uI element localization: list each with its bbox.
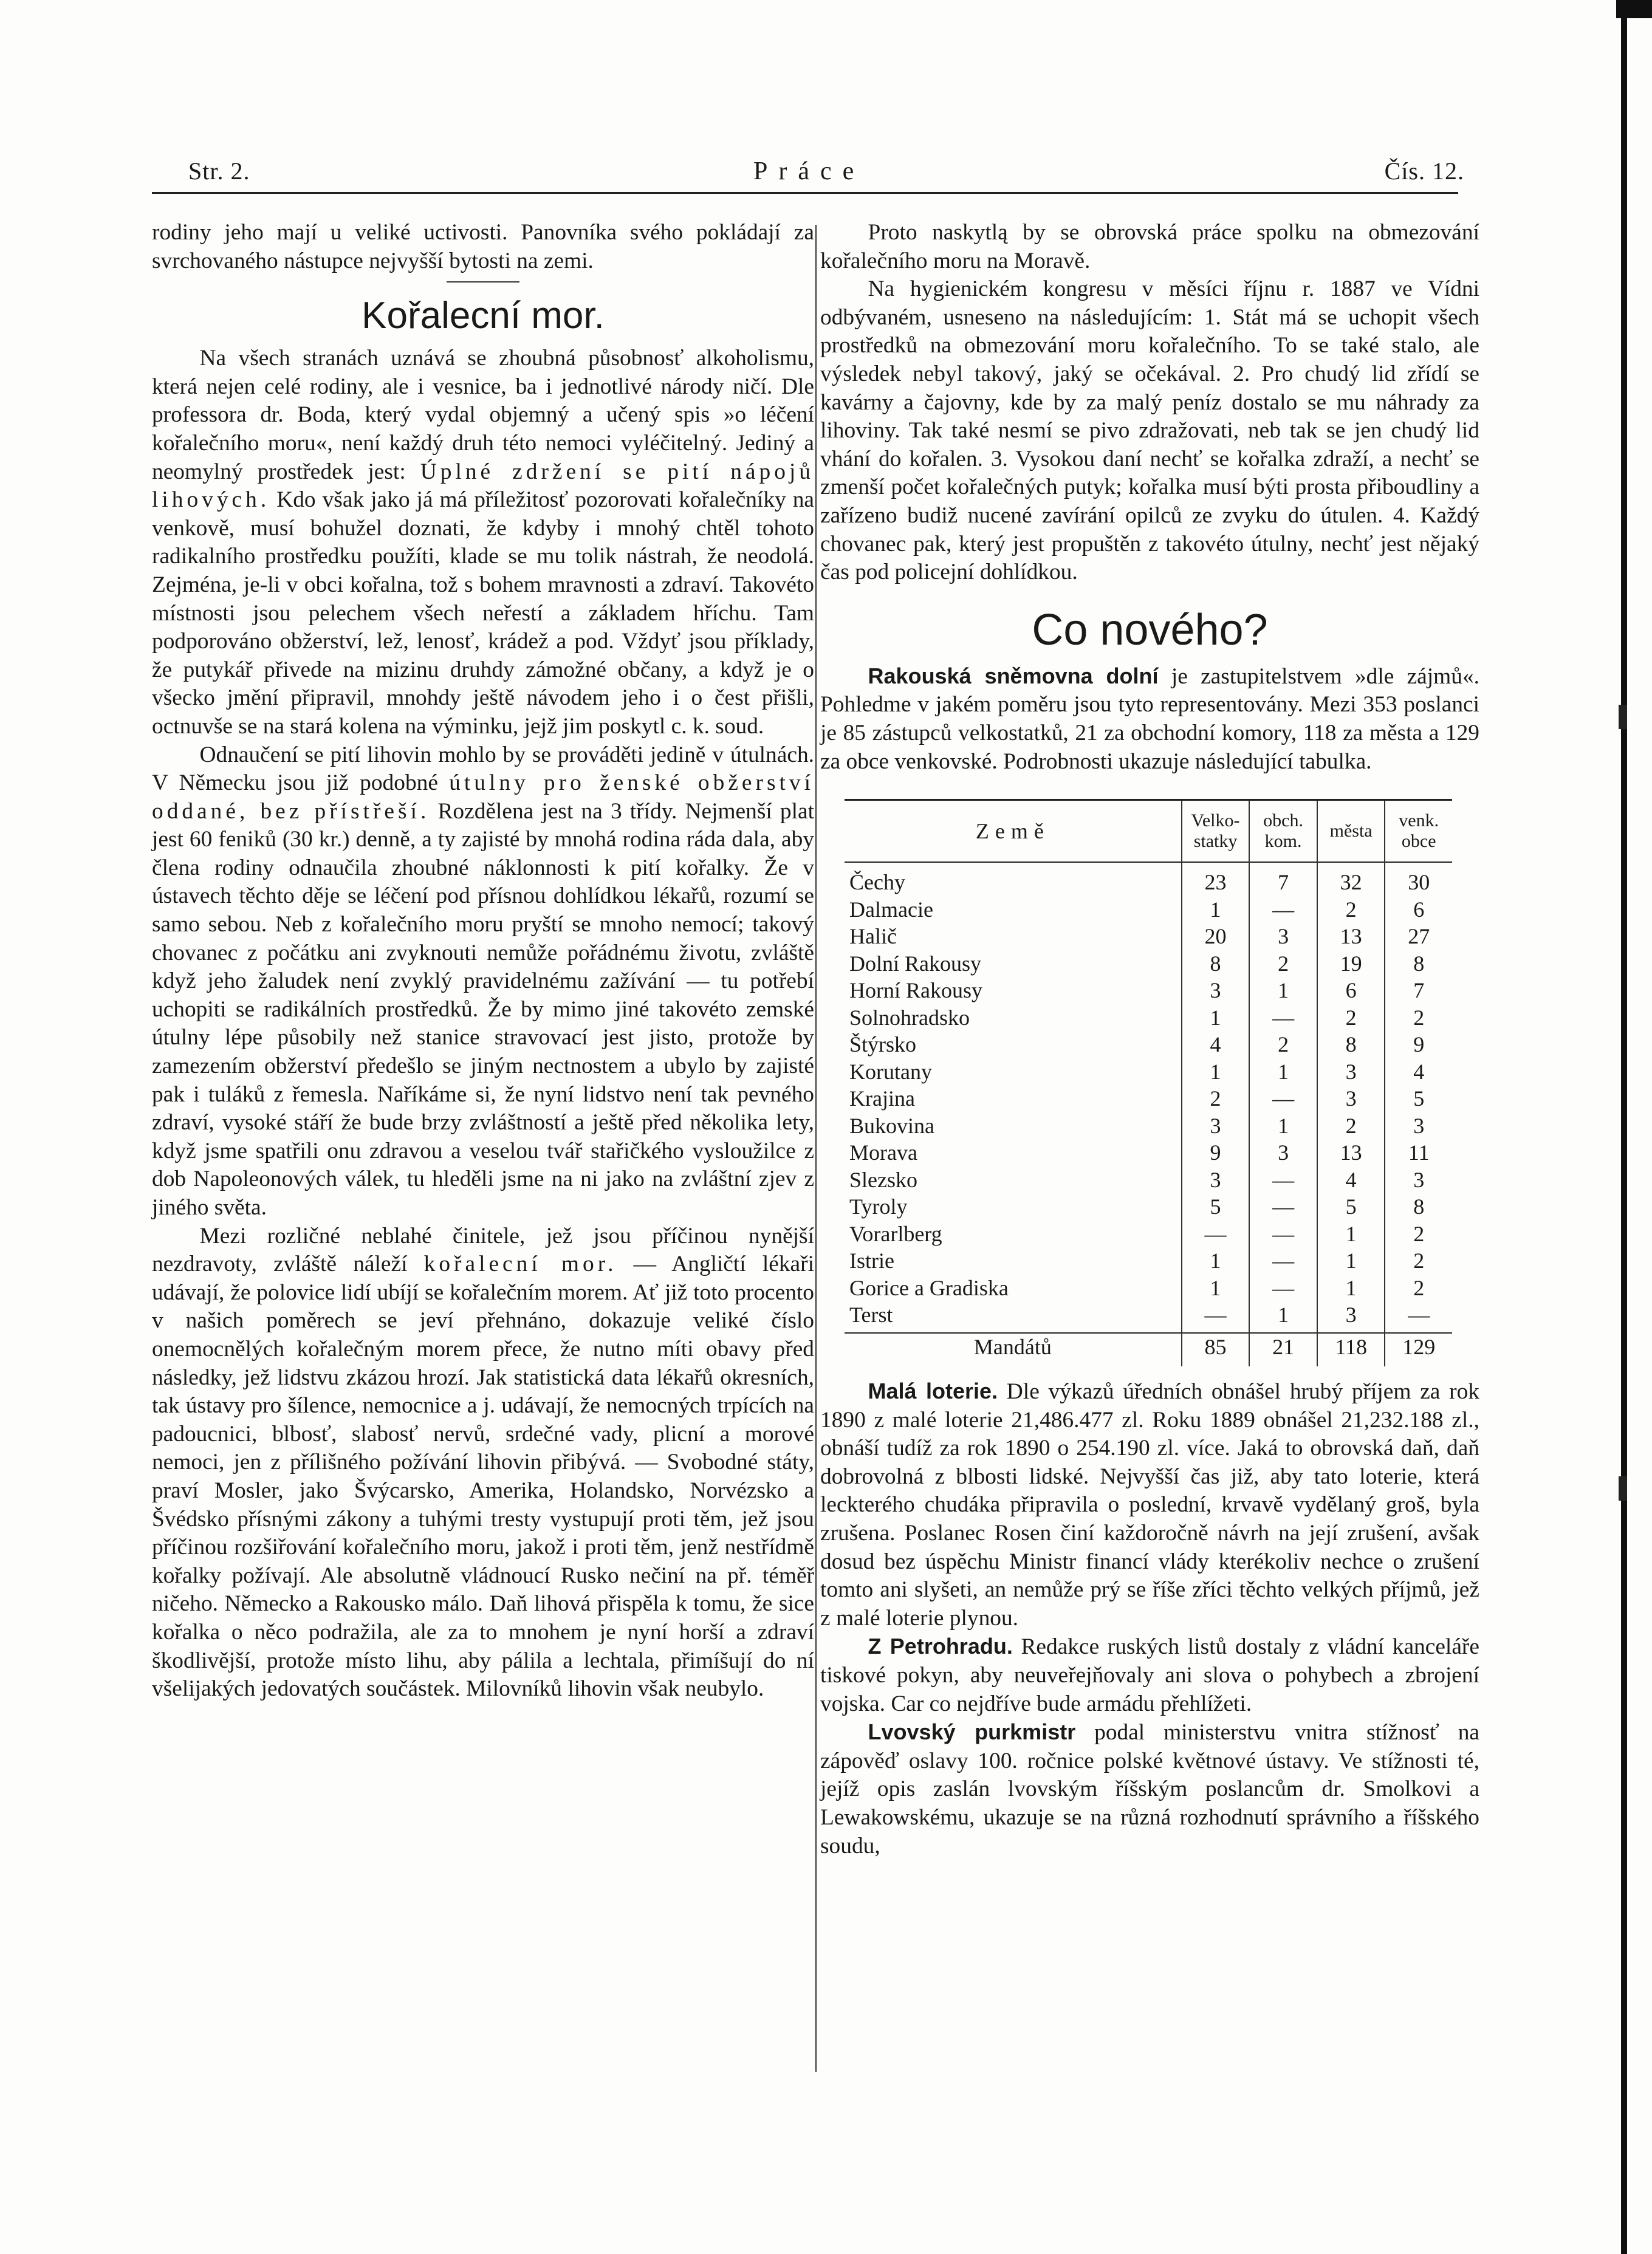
header-rule	[152, 192, 1458, 194]
table-cell: 5	[1317, 1193, 1385, 1221]
column-header: Velko- statky	[1182, 800, 1250, 863]
table-row	[845, 862, 1452, 896]
paragraph	[152, 344, 814, 741]
table-cell: Mandátů	[973, 1334, 1052, 1359]
table-cell: 2	[1385, 1004, 1452, 1032]
table-cell: 5	[1385, 1085, 1452, 1112]
issue-number: Čís. 12.	[1384, 157, 1464, 185]
table-cell: Vorarlberg	[849, 1221, 942, 1246]
table-cell: —	[1249, 1166, 1317, 1194]
scan-mark	[1619, 705, 1627, 729]
table-cell: 3	[1182, 1166, 1250, 1194]
table-cell: 3	[1249, 923, 1317, 950]
column-header: obch. kom.	[1249, 800, 1317, 863]
table-cell: Štýrsko	[849, 1032, 917, 1057]
table-cell: Horní Rakousy	[849, 978, 982, 1003]
table-cell: 7	[1249, 862, 1317, 896]
table-cell: 32	[1317, 862, 1385, 896]
table-cell: Čechy	[849, 870, 905, 895]
table-cell: 27	[1385, 923, 1452, 950]
table-cell: 3	[1182, 977, 1250, 1004]
table-cell: 1	[1249, 1112, 1317, 1140]
table-cell: 8	[1182, 950, 1250, 978]
table-cell: 2	[1385, 1275, 1452, 1302]
table-cell: Terst	[849, 1303, 893, 1327]
table-cell: 8	[1385, 1193, 1452, 1221]
scan-mark	[1619, 1476, 1627, 1501]
table-cell: 3	[1317, 1301, 1385, 1333]
news-lead: Lvovský purkmistr	[868, 1719, 1076, 1745]
emphasis-text: kořalecní mor.	[423, 1252, 617, 1277]
table-cell: 23	[1182, 862, 1250, 896]
newspaper-title: Práce	[753, 157, 865, 185]
text: Dle výkazů úředních obnášel hrubý příjem za rok 1890 z malé loterie 21,486.477 zl. Roku 1889 obnášel 21,232.188 zl., obnáší tudíž za rok 1890 o 254.190 zl. více. Jaká to obrovská daň, daň dobrovolná z blbosti lidské. Nejvyšší čas již, aby tato loterie, která leckterého chudáka připravila o poslední, krvavě vydělaný groš, byla zrušena. Poslanec Rosen činí každoročně návrh na její zrušení, avšak dosud bez úspěchu Ministr financí vlády kterékoliv nechce o zrušení tomto ani slyšeti, an nemůže prý se říše zříci těchto velkých příjmů, jež z malé loterie plynou.	[820, 1379, 1479, 1631]
table-cell: 6	[1317, 977, 1385, 1004]
table-cell: Halič	[849, 924, 897, 949]
table-cell: 1	[1182, 1004, 1250, 1032]
table-cell: Dolní Rakousy	[849, 951, 982, 976]
column-header: venk. obce	[1385, 800, 1452, 863]
table-cell: —	[1249, 1247, 1317, 1275]
table-cell: 129	[1385, 1333, 1452, 1367]
table-cell: 1	[1249, 977, 1317, 1004]
table-cell: —	[1249, 1221, 1317, 1248]
table-cell: Korutany	[849, 1059, 932, 1084]
table-cell: 13	[1317, 1139, 1385, 1166]
table-cell: 6	[1385, 896, 1452, 923]
news-lead: Malá loterie.	[868, 1379, 998, 1404]
table-cell: 3	[1317, 1085, 1385, 1112]
table-cell: —	[1182, 1221, 1250, 1248]
table-cell: 85	[1182, 1333, 1250, 1367]
text: je zastupitelstvem »dle zájmů«. Pohledme v jakém poměru jsou tyto representovány. Mezi 353 poslanci je 85 zástupců velkostatků, 21 za obchodní komory, 118 za města a 129 za obce venkovské. Podrobnosti ukazuje následující tabulka.	[820, 663, 1479, 774]
table-cell: —	[1182, 1301, 1250, 1333]
table-cell: 30	[1385, 862, 1452, 896]
table-cell: 8	[1317, 1031, 1385, 1058]
text: podal ministerstvu vnitra stížnosť na zápověď oslavy 100. ročnice polské květnové ústavy. Ve stížnosti té, jejíž opis zaslán lvovským říšským poslancům dr. Smolkovi a Lewakowskému, ukazuje se na různá rozhodnutí správního a říšského soudu,	[820, 1720, 1479, 1858]
table-row	[845, 896, 1452, 923]
paragraph	[820, 1632, 1479, 1718]
table-cell: 1	[1249, 1301, 1317, 1333]
table-row	[845, 1275, 1452, 1302]
table-cell: 118	[1317, 1333, 1385, 1367]
table-cell: 3	[1385, 1166, 1452, 1194]
table-row	[845, 1004, 1452, 1032]
table-cell: Gorice a Gradiska	[849, 1275, 1009, 1300]
table-total-row	[845, 1333, 1452, 1367]
table-cell: 1	[1317, 1221, 1385, 1248]
table-cell: 2	[1385, 1247, 1452, 1275]
scan-border-corner	[1616, 0, 1652, 18]
table-body	[845, 862, 1452, 1333]
news-lead: Z Petrohradu.	[868, 1634, 1013, 1659]
table-cell: —	[1249, 1085, 1317, 1112]
table-row	[845, 1166, 1452, 1194]
left-column	[152, 219, 814, 1704]
table-cell: 13	[1317, 923, 1385, 950]
table-cell: Slezsko	[849, 1167, 917, 1192]
section-title: Co nového?	[1032, 605, 1268, 654]
paragraph	[820, 662, 1479, 776]
text: Na všech stranách uznává se zhoubná působnosť alkoholismu, která nejen celé rodiny, ale i vesnice, ba i jednotlivé národy ničí. Dle professora dr. Boda, který vydal objemný a učený spis »o léčení kořalečního moru«, není každý druh této nemoci vyléčitelný. Jediný a neomylný prostředek jest:	[152, 346, 814, 484]
mandates-table	[845, 799, 1452, 1366]
table-cell: 8	[1385, 950, 1452, 978]
table-row	[845, 1247, 1452, 1275]
table-cell: 1	[1317, 1247, 1385, 1275]
table-cell: —	[1249, 1004, 1317, 1032]
table-cell: 2	[1317, 896, 1385, 923]
right-column	[820, 219, 1479, 1860]
table-row	[845, 1058, 1452, 1086]
table-cell: 5	[1182, 1193, 1250, 1221]
table-cell: 9	[1182, 1139, 1250, 1166]
paragraph	[820, 1718, 1479, 1860]
column-header: Země	[975, 819, 1050, 844]
table-cell: —	[1249, 1275, 1317, 1302]
table-cell: 21	[1249, 1333, 1317, 1367]
paragraph	[152, 741, 814, 1222]
table-cell: 3	[1249, 1139, 1317, 1166]
table-cell: 1	[1182, 1275, 1250, 1302]
table-cell: Solnohradsko	[849, 1005, 970, 1030]
emphasis-text: Úplné zdržení se pití nápojů lihových.	[152, 459, 814, 513]
table-cell: 19	[1317, 950, 1385, 978]
table-cell: 9	[1385, 1031, 1452, 1058]
section-rule	[447, 281, 519, 283]
table-cell: 4	[1317, 1166, 1385, 1194]
table-row	[845, 1193, 1452, 1221]
text: Rozdělena jest na 3 třídy. Nejmenší plat jest 60 feniků (30 kr.) denně, a ty zajisté by mnohá rodina ráda dala, aby člena rodiny odnaučila zhoubné náklonnosti k pití kořalky. Že v ústavech těchto děje se léčení pod přísnou dohlídkou lékařů, rozumí se samo sebou. Neb z kořalečního moru pryští se mnoho nemocí; takový chovanec z počátku ani zvyknouti nemůže pořádnému životu, zvláště když jeho žaludek není zvyklý pravidelnému zažívání — tu potřebí uchopiti se radikálních prostředků. Že by mimo jiné takovéto zemské útulny lépe působily než stanice stravovací jest jisto, protože by zamezením obžerství předešlo se jiným nectnostem a ubylo by zajisté pak i tuláků z řemesla. Naříkáme si, že nyní lidstvo není tak pevného zdraví, vysoké stáří že bude brzy zvláštností a ještě před několika lety, když jsme spatřili onu zdravou a veselou tvář stařičkého vysloužilce z dob Napoleonových válek, tu hleděli jsme na ni jako na zvláštní zjev z jiného světa.	[152, 798, 814, 1220]
article-title: Kořalecní mor.	[362, 295, 605, 337]
table-row	[845, 1301, 1452, 1333]
paragraph: rodiny jeho mají u veliké uctivosti. Panovníka svého pokládají za svrchovaného nástupce nejvyšší bytosti na zemi.	[152, 220, 814, 273]
table-cell: 1	[1249, 1058, 1317, 1086]
table-cell: 2	[1182, 1085, 1250, 1112]
table-cell: 3	[1385, 1112, 1452, 1140]
table-row	[845, 1112, 1452, 1140]
table-cell: 2	[1249, 950, 1317, 978]
page-number: Str. 2.	[188, 157, 250, 185]
table-cell: Istrie	[849, 1249, 894, 1273]
table-row	[845, 1221, 1452, 1248]
table-cell: 2	[1317, 1112, 1385, 1140]
paragraph: Proto naskytlą by se obrovská práce spolku na obmezování kořalečního moru na Moravě.	[820, 220, 1479, 273]
table-cell: Morava	[849, 1140, 917, 1165]
table-cell: 20	[1182, 923, 1250, 950]
table-row	[845, 950, 1452, 978]
table-cell: 1	[1182, 1247, 1250, 1275]
page-header	[188, 157, 1464, 193]
column-header: města	[1317, 800, 1385, 863]
table-cell: 3	[1317, 1058, 1385, 1086]
emphasis-text: útulny pro ženské obžerství oddané, bez přístřeší.	[152, 770, 814, 824]
table-cell: 2	[1249, 1031, 1317, 1058]
table-cell: 3	[1182, 1112, 1250, 1140]
text: — Angličtí lékaři udávají, že polovice lidí ubíjí se kořalečním morem. Ať již toto procento v našich poměrech se jeví přehnáno, dokazuje veliké číslo onemocnělých kořalečným morem přece, že nutno míti obavy před následky, jež lidstvu zkázou hrozí. Jak statistická data lékařů okresních, tak ústavy pro šílence, nemocnice a j. udávají, že nemocných trpících na padoucnici, blbosť, slabosť nervů, srdečné vady, plicní a morové nemoci, jen z přílišného požívání lihovin přibývá. — Svobodné státy, praví Mosler, jako Švýcarsko, Amerika, Holandsko, Norvézsko a Švédsko přísnými zákony a tuhými tresty vystupují proti těm, jež jsou příčinou rozšiřování kořalečního moru, jakož i proti těm, jenž nestřídmě kořalky požívají. Ale absolutně vládnoucí Rusko nečiní na př. téměř ničeho. Německo a Rakousko málo. Daň lihová přispěla k tomu, že sice kořalka o něco podražila, ale za to mnohem je nyní horší a zdraví škodlivější, protože místo lihu, aby pálila a lechtala, přimíšují do ní všelijakých jedovatých součástek. Milovníků lihovin však neubylo.	[152, 1252, 814, 1702]
text: Kdo však jako já má příležitosť pozorovati kořalečníky na venkově, musí bohužel doznati, že kdyby i mnohý chtěl tohoto radikalního prostředku použíti, klade se mu tolik nástrah, že neodolá. Zejména, je-li v obci kořalna, tož s bohem mravnosti a zdraví. Takovéto místnosti jsou pelechem všech neřestí a základem hříchu. Tam podporováno obžerství, lež, lenosť, krádež a pod. Vždyť jsou příklady, že putykář přivede na mizinu druhdy zámožné občany, a když je o všecko jmění připravil, mnohdy ještě návodem jeho i o čest přišli, octnuvše se na stará kolena na výminku, jejž jim poskytl c. k. soud.	[152, 487, 814, 739]
table-cell: 11	[1385, 1139, 1452, 1166]
table-cell: —	[1385, 1301, 1452, 1333]
table-cell: Tyroly	[849, 1194, 908, 1219]
news-lead: Rakouská sněmovna dolní	[868, 663, 1159, 688]
scan-border-right	[1621, 0, 1627, 2254]
paragraph: Na hygienickém kongresu v měsíci říjnu r. 1887 ve Vídni odbývaném, usneseno na následujícím: 1. Stát má se uchopit všech prostředků na obmezování moru kořalečního. To se také stalo, ale výsledek nebyl takový, jaký se očekával. 2. Pro chudý lid zřídí se kavárny a čajovny, kde by za malý peníz dostalo se mu náhrady za lihoviny. Tak také nesmí se pivo zdražovati, neb tak se jen chudý lid vhání do kořalen. 3. Vysokou daní nechť se kořalka zdraží, a nechť se zmenší počet kořalečných putyk; kořalka musí býti prosta přiboudliny a zařízeno budiž nucené zavírání opilců ze zvyku do útulen. 4. Každý chovanec pak, který jest propuštěn z takovéto útulny, nechť jest nějaký čas pod policejní dohlídkou.	[820, 276, 1479, 585]
table-row	[845, 1139, 1452, 1166]
text: Mezi rozličné neblahé činitele, jež jsou příčinou nynější nezdravoty, zvláště náleží	[152, 1223, 814, 1277]
table-cell: 7	[1385, 977, 1452, 1004]
text: Odnaučení se pití lihovin mohlo by se prováděti jedině v útulnách. V Německu jsou již podobné	[152, 742, 814, 796]
text: Redakce ruských listů dostaly z vládní kanceláře tiskové pokyn, aby neuveřejňovaly ani slova o pohybech a zbrojení vojska. Car co nejdříve bude armádu přehlížeti.	[820, 1634, 1479, 1716]
table-cell: 2	[1385, 1221, 1452, 1248]
table-row	[845, 977, 1452, 1004]
table-cell: 1	[1317, 1275, 1385, 1302]
table-cell: 2	[1317, 1004, 1385, 1032]
paragraph	[820, 1377, 1479, 1632]
table-cell: Krajina	[849, 1086, 915, 1111]
table-header-row	[845, 800, 1452, 863]
table-cell: Dalmacie	[849, 897, 933, 922]
table-cell: 1	[1182, 896, 1250, 923]
table-cell: Bukovina	[849, 1113, 934, 1138]
table-cell: —	[1249, 1193, 1317, 1221]
table-cell: 4	[1182, 1031, 1250, 1058]
table-row	[845, 1085, 1452, 1112]
paragraph	[152, 1222, 814, 1704]
table-row	[845, 923, 1452, 950]
table-cell: —	[1249, 896, 1317, 923]
column-divider	[815, 225, 817, 2072]
table-cell: 4	[1385, 1058, 1452, 1086]
table-cell: 1	[1182, 1058, 1250, 1086]
table-row	[845, 1031, 1452, 1058]
